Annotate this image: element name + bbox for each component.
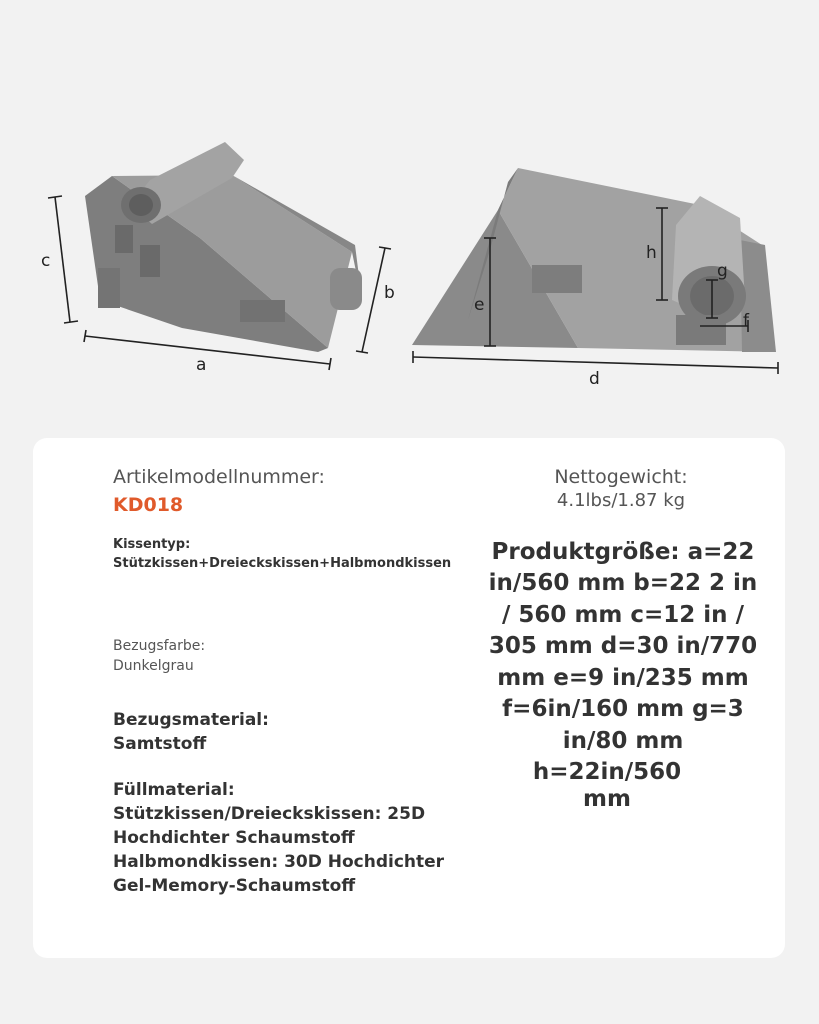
filling-line: Gel-Memory-Schaumstoff — [113, 876, 356, 896]
cover-material-value: Samtstoff — [113, 734, 207, 754]
cover-color-value: Dunkelgrau — [113, 658, 194, 674]
size-line: 305 mm d=30 in/770 — [488, 633, 758, 659]
size-line: f=6in/160 mm g=3 — [502, 696, 744, 722]
net-weight-label: Nettogewicht: — [554, 466, 688, 488]
dim-label-c: c — [41, 251, 51, 271]
dim-label-f: f — [743, 311, 749, 331]
wedge-set-left-image — [85, 142, 362, 352]
pillow-type-label: Kissentyp: — [113, 537, 191, 552]
dim-label-d: d — [589, 369, 600, 389]
dim-label-e: e — [474, 295, 485, 315]
model-number-label: Artikelmodellnummer: — [113, 466, 325, 488]
dim-label-b: b — [384, 283, 395, 303]
spec-card — [33, 438, 785, 958]
model-number-value: KD018 — [113, 494, 184, 516]
filling-label: Füllmaterial: — [113, 780, 235, 800]
dim-label-g: g — [717, 261, 728, 281]
pillow-type-value: Stützkissen+Dreieckskissen+Halbmondkissen — [113, 556, 452, 571]
size-line: in/80 mm — [562, 728, 684, 754]
net-weight-value: 4.1lbs/1.87 kg — [556, 490, 686, 511]
dim-label-h: h — [646, 243, 657, 263]
filling-line: Halbmondkissen: 30D Hochdichter — [113, 852, 445, 872]
cover-color-label: Bezugsfarbe: — [113, 638, 206, 654]
dim-label-a: a — [196, 355, 207, 375]
wedge-set-right-image — [412, 168, 776, 352]
size-line: mm e=9 in/235 mm — [497, 665, 749, 691]
filling-line: Hochdichter Schaumstoff — [113, 828, 355, 848]
size-line: Produktgröße: a=22 — [491, 539, 755, 565]
size-line: in/560 mm b=22 2 in — [488, 570, 758, 596]
product-illustration — [0, 0, 819, 420]
size-line: / 560 mm c=12 in / — [502, 602, 744, 628]
size-line: mm — [583, 786, 631, 812]
cover-material-label: Bezugsmaterial: — [113, 710, 269, 730]
filling-line: Stützkissen/Dreieckskissen: 25D — [113, 804, 426, 824]
size-line: h=22in/560 — [532, 759, 682, 785]
